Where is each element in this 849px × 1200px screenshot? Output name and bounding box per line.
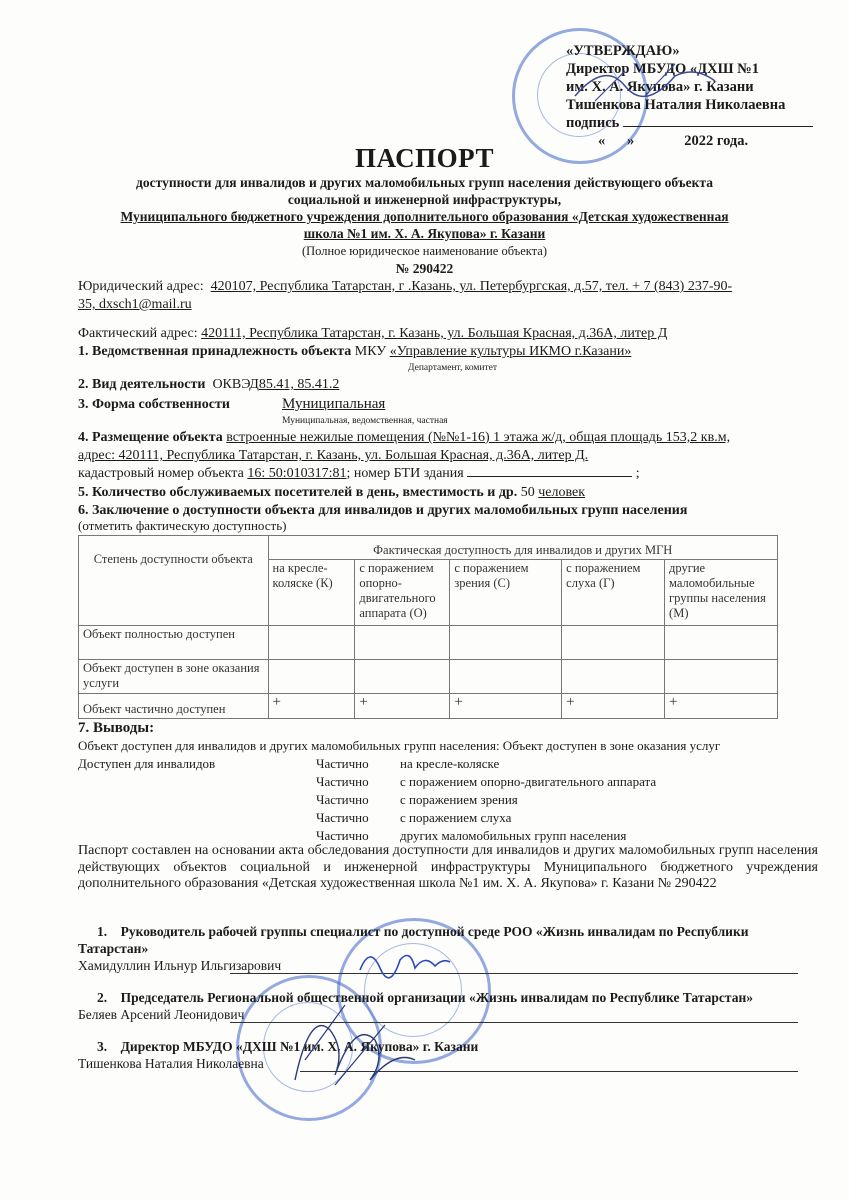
table-row — [79, 660, 778, 694]
conclusion-category: с поражением опорно-двигательного аппарата — [400, 774, 657, 789]
cadastral-value: 16: 50:010317:81 — [247, 466, 347, 481]
section-3-value: Муниципальная — [282, 396, 386, 412]
row-label: Объект частично доступен — [79, 694, 269, 719]
table-cell — [665, 660, 778, 694]
table-cell: + — [665, 694, 778, 719]
approval-line2: им. Х. А. Якупова» г. Казани — [566, 79, 754, 95]
table-row — [79, 694, 778, 719]
approval-heading: «УТВЕРЖДАЮ» — [566, 43, 680, 59]
section-4-value-2: адрес: 420111, Республика Татарстан, г. Казань, ул. Большая Красная, д.36А, литер Д. — [78, 448, 589, 463]
legal-address-value-2: 35, dxsch1@mail.ru — [78, 297, 192, 312]
signature-label: подпись — [566, 115, 620, 131]
column-header: с поражением опорно-двигательного аппарата (О) — [355, 560, 450, 626]
signatory-2-3-signature — [275, 990, 425, 1100]
conclusion-status: Частично — [316, 828, 369, 843]
subtitle-line2: социальной и инженерной инфраструктуры, — [287, 192, 562, 207]
section-4-value-1: встроенные нежилые помещения (№№1-16) 1 этажа ж/д, общая площадь 153,2 кв.м, — [226, 430, 731, 445]
section-6-note: (отметить фактическую доступность) — [78, 518, 287, 533]
conclusion-category: с поражением зрения — [400, 792, 518, 807]
table-cell — [562, 660, 665, 694]
column-header: на кресле-коляске (К) — [268, 560, 355, 626]
column-header: другие маломобильные группы населения (М) — [665, 560, 778, 626]
group-header: Фактическая доступность для инвалидов и других МГН — [268, 536, 777, 560]
table-cell — [562, 626, 665, 660]
table-cell — [268, 660, 355, 694]
actual-address-label: Фактический адрес: — [78, 326, 198, 341]
signatory-1-title — [97, 924, 749, 940]
table-cell: + — [450, 694, 562, 719]
section-1-caption: Департамент, комитет — [408, 363, 498, 373]
table-cell — [450, 660, 562, 694]
table-cell — [268, 626, 355, 660]
corner-header: Степень доступности объекта — [79, 536, 269, 626]
signatory-3-title-text: Директор МБУДО «ДХШ №1 им. Х. А. Якупова» г. Казани — [120, 1039, 479, 1054]
signatory-1-number: 1. — [97, 924, 108, 939]
bti-blank — [467, 466, 632, 477]
table-cell: + — [268, 694, 355, 719]
cadastral-label: кадастровый номер объекта — [78, 466, 244, 481]
approval-line1: Директор МБУДО «ДХШ №1 — [566, 61, 759, 77]
approval-line3: Тишенкова Наталия Николаевна — [566, 97, 786, 113]
section-4-cadastral — [78, 466, 640, 482]
basis-paragraph: Паспорт составлен на основании акта обследования доступности для инвалидов и других маломобильных групп населения действующих объектов социальной и инженерной инфраструктуры Муниципального бюджетного учреждения дополнительного образования «Детская художественная школа №1 им. Х. А. Якупова» г. Казани № 290422 — [78, 843, 818, 891]
section-1-prefix: МКУ — [354, 344, 387, 359]
conclusion-category: с поражением слуха — [400, 810, 512, 825]
signatory-2-number: 2. — [97, 990, 108, 1005]
conclusions-lead: Доступен для инвалидов — [78, 756, 216, 771]
section-2-value: 85.41, 85.41.2 — [258, 377, 340, 392]
section-3-caption: Муниципальная, ведомственная, частная — [282, 416, 448, 426]
accessibility-table — [78, 535, 778, 719]
section-6-label: 6. Заключение о доступности объекта для инвалидов и других маломобильных групп населения — [78, 503, 688, 518]
legal-address-label: Юридический адрес: — [78, 279, 204, 294]
column-header: с поражением зрения (С) — [450, 560, 562, 626]
section-5-value: 50 — [520, 485, 535, 500]
org-name-caption: (Полное юридическое наименование объекта) — [301, 244, 548, 258]
actual-address-value: 420111, Республика Татарстан, г. Казань, ул. Большая Красная, д.36А, литер Д — [201, 326, 668, 341]
table-cell — [355, 626, 450, 660]
conclusions-summary: Объект доступен для инвалидов и других маломобильных групп населения: Объект доступен в зоне оказания услуг — [78, 738, 721, 753]
section-1 — [78, 344, 631, 360]
table-cell: + — [562, 694, 665, 719]
subtitle-line1: доступности для инвалидов и других маломобильных групп населения действующего объекта — [136, 175, 713, 190]
org-name-line2: школа №1 им. Х. А. Якупова» г. Казани — [303, 226, 546, 241]
org-name-line1: Муниципального бюджетного учреждения дополнительного образования «Детская художественная — [120, 209, 729, 224]
conclusion-status: Частично — [316, 774, 369, 789]
table-cell — [355, 660, 450, 694]
signatory-1-signature-line — [230, 972, 798, 974]
conclusion-category: на кресле-коляске — [400, 756, 500, 771]
director-signature-top — [565, 56, 725, 116]
column-header: с поражением слуха (Г) — [562, 560, 665, 626]
conclusions-heading: 7. Выводы: — [78, 720, 155, 736]
section-4-label: 4. Размещение объекта — [78, 430, 223, 445]
bti-label: ; номер БТИ здания — [346, 466, 464, 481]
bti-end: ; — [635, 466, 640, 481]
conclusion-status: Частично — [316, 756, 369, 771]
actual-address — [78, 326, 667, 342]
signatory-1-name: Хамидуллин Ильнур Ильгизарович — [78, 958, 282, 973]
row-label: Объект полностью доступен — [79, 626, 269, 660]
section-2-prefix: ОКВЭД — [212, 377, 259, 392]
section-3 — [78, 397, 230, 413]
section-5-label: 5. Количество обслуживаемых посетителей в день, вместимость и др. — [78, 485, 518, 500]
legal-address-value-1: 420107, Республика Татарстан, г .Казань, ул. Петербургская, д.57, тел. + 7 (843) 237-90- — [210, 279, 733, 294]
approval-year: 2022 года. — [684, 133, 749, 149]
section-2 — [78, 377, 339, 393]
signatory-1-title-text: Руководитель рабочей группы специалист по доступной среде РОО «Жизнь инвалидам по Республики — [120, 924, 749, 939]
section-4 — [78, 430, 730, 446]
table-cell: + — [355, 694, 450, 719]
row-label: Объект доступен в зоне оказания услуги — [79, 660, 269, 694]
section-3-label: 3. Форма собственности — [78, 397, 230, 412]
section-5 — [78, 485, 585, 501]
legal-address — [78, 279, 732, 295]
table-cell — [665, 626, 778, 660]
signatory-2-title — [97, 990, 753, 1006]
signatory-2-name: Беляев Арсений Леонидович — [78, 1007, 245, 1022]
conclusion-category: других маломобильных групп населения — [400, 828, 627, 843]
table-cell — [450, 626, 562, 660]
signatory-3-name: Тишенкова Наталия Николаевна — [78, 1056, 264, 1071]
table-row — [79, 626, 778, 660]
signatory-1-signature — [355, 940, 455, 980]
signatory-2-title-text: Председатель Региональной общественной организации «Жизнь инвалидам по Республике Татарстан» — [120, 990, 753, 1005]
conclusion-status: Частично — [316, 810, 369, 825]
section-1-label: 1. Ведомственная принадлежность объекта — [78, 344, 352, 359]
section-5-unit: человек — [538, 485, 586, 500]
section-2-label: 2. Вид деятельности — [78, 377, 206, 392]
section-1-value: «Управление культуры ИКМО г.Казани» — [389, 344, 632, 359]
page-title: ПАСПОРТ — [355, 143, 494, 173]
passport-number: № 290422 — [395, 261, 454, 276]
date-quotes: « » — [598, 133, 635, 149]
signatory-3-number: 3. — [97, 1039, 108, 1054]
conclusion-status: Частично — [316, 792, 369, 807]
signatory-1-title-2: Татарстан» — [78, 941, 149, 956]
